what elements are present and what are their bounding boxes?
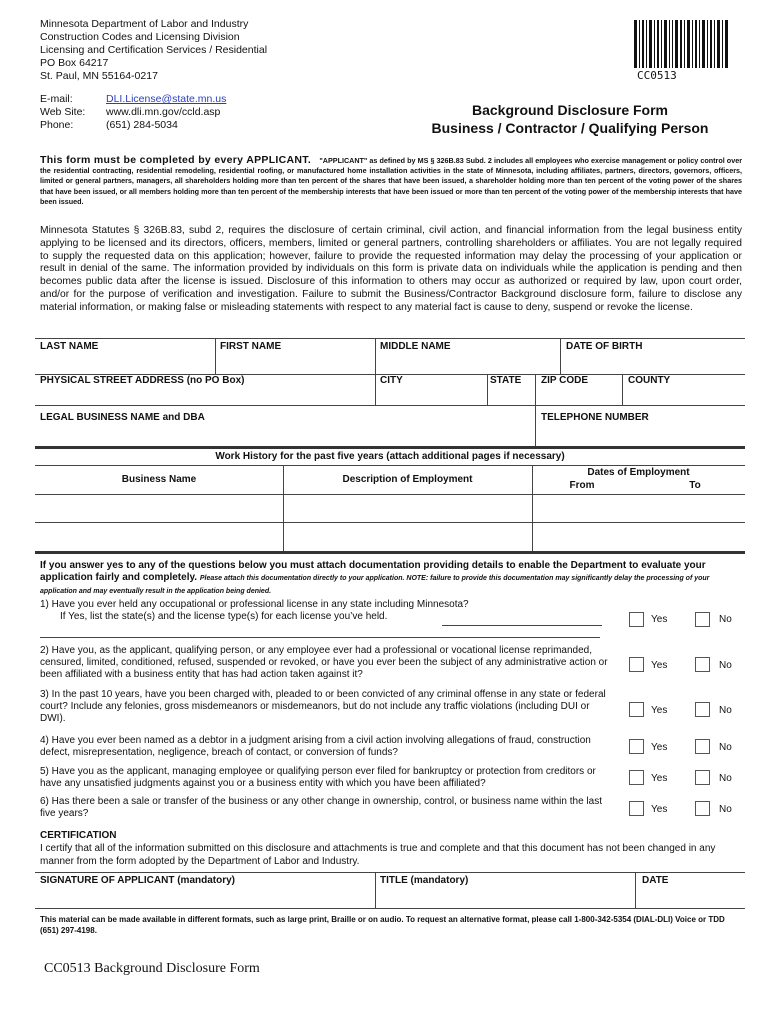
applicant-definition: [40, 155, 742, 207]
address-line: Minnesota Department of Labor and Industry: [40, 18, 249, 30]
intro-lead: This form must be completed by every APPLICANT.: [40, 154, 312, 166]
yes-label: Yes: [651, 742, 668, 753]
question-2: 2) Have you, as the applicant, qualifying person, or any employee ever had a professional or vocational license reprimanded, censured, limited, conditioned, refused, suspended or revoked, or have you ever been the subject of any administrative action or been affiliated with a business entity that has had action taken against it?: [40, 645, 608, 680]
question-text: 1) Have you ever held any occupational or professional license in any state including Minnesota?: [40, 599, 469, 610]
work-row-description-input[interactable]: [284, 523, 531, 550]
zip-field[interactable]: ZIP CODE: [541, 375, 589, 386]
title-line-1: Background Disclosure Form: [471, 102, 669, 118]
website-label: Web Site:: [40, 106, 86, 118]
form-code: CC0513: [637, 69, 677, 82]
questions-intro-bold: If you answer yes to any of the questions below you must attach documentation providing details to enable the Department to evaluate your application fairly and completely.: [40, 560, 706, 583]
phone-text: (651) 284-5034: [106, 119, 178, 131]
state-field[interactable]: STATE: [490, 375, 522, 386]
no-label: No: [719, 804, 732, 815]
q1-no-checkbox[interactable]: [695, 612, 710, 627]
q1-yes-checkbox[interactable]: [629, 612, 644, 627]
dob-field[interactable]: DATE OF BIRTH: [566, 341, 643, 352]
address-line: Construction Codes and Licensing Division: [40, 31, 240, 43]
question-3: 3) In the past 10 years, have you been charged with, pleaded to or been convicted of any criminal offense in any state or federal court? Include any felonies, gross misdemeanors or misdemeanors, but do not include any traffic violations (including DUI or DWI).: [40, 689, 606, 724]
city-field[interactable]: CITY: [380, 375, 403, 386]
first-name-field[interactable]: FIRST NAME: [220, 341, 282, 352]
applicant-info-grid: [35, 338, 745, 446]
col-from: From: [569, 480, 595, 491]
q4-yes-checkbox[interactable]: [629, 739, 644, 754]
no-label: No: [719, 705, 732, 716]
certification-text: I certify that all of the information submitted on this disclosure and attachments is true and complete and that this document has not been changed in any manner from the form adopted by the Department of Labor and Industry.: [40, 843, 716, 867]
no-label: No: [719, 742, 732, 753]
agency-address: [40, 18, 267, 83]
col-business-name: Business Name: [121, 474, 197, 485]
col-to: To: [689, 480, 701, 491]
q5-no-checkbox[interactable]: [695, 770, 710, 785]
email-link[interactable]: DLI.License@state.mn.us: [106, 93, 227, 105]
q2-yes-checkbox[interactable]: [629, 657, 644, 672]
col-description: Description of Employment: [342, 474, 473, 485]
license-input-line[interactable]: [442, 625, 602, 626]
address-line: PO Box 64217: [40, 57, 109, 69]
questions-intro-note: Please attach this documentation directly to your application. NOTE: failure to provide this documentation may significantly delay the processing of your application and may eventually result in the application being denied.: [40, 575, 710, 595]
last-name-field[interactable]: LAST NAME: [40, 341, 99, 352]
county-field[interactable]: COUNTY: [628, 375, 671, 386]
business-name-field[interactable]: LEGAL BUSINESS NAME and DBA: [40, 412, 205, 423]
q2-no-checkbox[interactable]: [695, 657, 710, 672]
certification-section: [40, 829, 740, 868]
yes-label: Yes: [651, 660, 668, 671]
address-line: St. Paul, MN 55164-0217: [40, 70, 158, 82]
website-text: www.dli.mn.gov/ccld.asp: [106, 106, 221, 118]
middle-name-field[interactable]: MIDDLE NAME: [380, 341, 451, 352]
signature-field[interactable]: SIGNATURE OF APPLICANT (mandatory): [40, 875, 236, 886]
work-row-description-input[interactable]: [284, 495, 531, 521]
no-label: No: [719, 660, 732, 671]
yes-label: Yes: [651, 614, 668, 625]
question-5: 5) Have you as the applicant, managing employee or qualifying person ever filed for bankruptcy or protection from creditors or have any unsatisfied judgments against you or a business entity with which you have been affiliated?: [40, 766, 596, 789]
question-subtext: If Yes, list the state(s) and the license type(s) for each license you’ve held.: [60, 611, 388, 622]
title-field[interactable]: TITLE (mandatory): [380, 875, 469, 886]
statute-paragraph: Minnesota Statutes § 326B.83, subd 2, requires the disclosure of certain criminal, civil action, and financial information from the legal business entity applying to be licensed and its directors, officers, members, limited or general partners, controlling shareholders or affiliates. You are not legally required to supply the requested data on this application; however, failure to provide the requested information may delay the processing of your application or result in denial of the same. The information provided by individuals on this form is private data on individuals while the application is pending and then becomes public data after the license is issued. Disclosure of this information to others may occur as authorized or required by law, upon court order, and/or for the purpose of verification and investigation. Failure to submit the Business/Contractor Background disclosure form, failure to disclose any material information, or making false or misleading statements with respect to any material fact is cause to deny, suspend or revoke the license.: [40, 225, 742, 313]
phone-label: Phone:: [40, 119, 74, 131]
intro-definition: "APPLICANT" as defined by MS § 326B.83 Subd. 2 includes all employees who exercise management or policy control over the residential contracting, residential remodeling, residential roofing, or manufactured home installation activities in the state of Minnesota, including affiliates, partners, directors, governors, officers, limited or general partners, managers, all shareholders holding more than ten percent of the shares that have been issued, a shareholder holding more than ten percent of the voting power of the shares that have been issued, or all members holding more than ten percent of the membership interests that have been issued or more than ten percent of the voting power of the membership interests that have been issued.: [40, 156, 742, 206]
work-row-business-input[interactable]: [35, 495, 282, 521]
q6-no-checkbox[interactable]: [695, 801, 710, 816]
address-line: Licensing and Certification Services / Residential: [40, 44, 268, 56]
question-4: 4) Have you ever been named as a debtor in a judgment arising from a civil action involving allegations of fraud, construction defect, misrepresentation, negligence, breach of contact, or conversion of funds?: [40, 735, 591, 758]
yes-label: Yes: [651, 804, 668, 815]
page-title: [420, 101, 720, 137]
question-1: [40, 599, 615, 623]
barcode-icon: [634, 20, 730, 68]
q5-yes-checkbox[interactable]: [629, 770, 644, 785]
col-dates: Dates of Employment: [587, 467, 690, 478]
yes-label: Yes: [651, 773, 668, 784]
license-input-line[interactable]: [40, 637, 600, 638]
yes-label: Yes: [651, 705, 668, 716]
form-name: CC0513 Background Disclosure Form: [44, 961, 260, 976]
work-history-title: Work History for the past five years (attach additional pages if necessary): [215, 451, 565, 462]
work-row-dates-input[interactable]: [533, 495, 745, 521]
q3-yes-checkbox[interactable]: [629, 702, 644, 717]
title-line-2: Business / Contractor / Qualifying Person: [431, 120, 709, 136]
q3-no-checkbox[interactable]: [695, 702, 710, 717]
work-row-business-input[interactable]: [35, 523, 282, 550]
street-address-field[interactable]: PHYSICAL STREET ADDRESS (no PO Box): [40, 375, 245, 386]
telephone-field[interactable]: TELEPHONE NUMBER: [541, 412, 649, 423]
work-history-table: [35, 446, 745, 551]
q4-no-checkbox[interactable]: [695, 739, 710, 754]
accessibility-notice: This material can be made available in different formats, such as large print, Braille or on audio. To request an alternative format, please call 1-800-342-5354 (DIAL-DLI) Voice or TDD (651) 297-4198.: [40, 915, 725, 935]
work-row-dates-input[interactable]: [533, 523, 745, 550]
no-label: No: [719, 614, 732, 625]
email-label: E-mail:: [40, 93, 73, 105]
date-field[interactable]: DATE: [642, 875, 669, 886]
contact-info: [40, 93, 226, 132]
questions-intro: [40, 560, 740, 598]
question-6: 6) Has there been a sale or transfer of the business or any other change in ownership, control, or business name within the last five years?: [40, 796, 602, 819]
signature-grid: [35, 872, 745, 908]
certification-heading: CERTIFICATION: [40, 830, 117, 841]
no-label: No: [719, 773, 732, 784]
q6-yes-checkbox[interactable]: [629, 801, 644, 816]
